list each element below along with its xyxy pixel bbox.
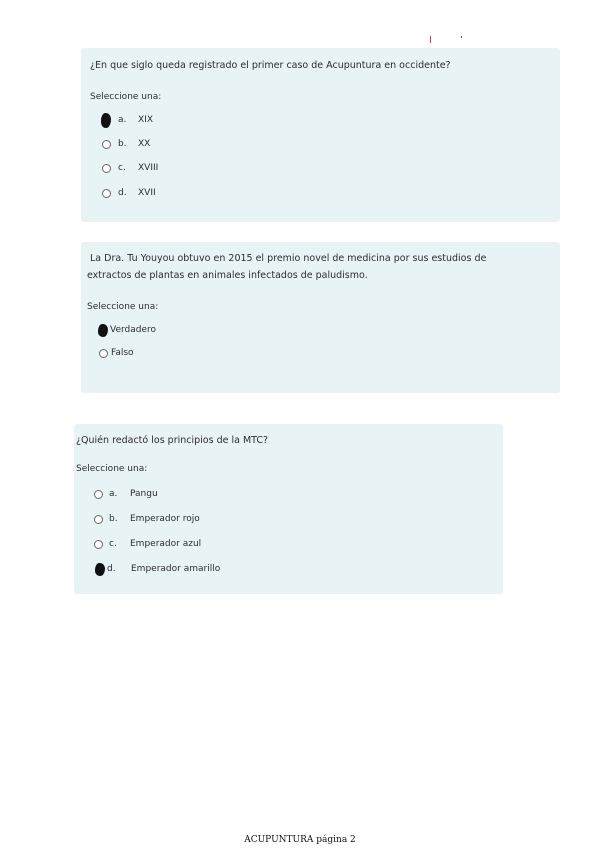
select-one-label: Seleccione una: [87,302,159,312]
option-letter: a. [109,489,118,499]
question-text: ¿En que siglo queda registrado el primer caso de Acupuntura en occidente? [90,60,451,71]
answer-option-c[interactable] [94,537,201,551]
option-letter: b. [118,139,127,149]
option-letter: c. [109,539,117,549]
radio-button-icon[interactable] [102,140,111,149]
radio-selected-icon[interactable] [98,324,108,337]
answer-option-d[interactable] [95,562,220,576]
question-text-line-1: La Dra. Tu Youyou obtuvo en 2015 el premio novel de medicina por sus estudios de [90,253,487,264]
answer-option-a[interactable] [94,487,158,501]
option-text: Pangu [130,489,158,499]
answer-option-a[interactable] [101,113,153,127]
question-card-3 [74,424,503,594]
question-card-2 [81,242,560,393]
radio-button-icon[interactable] [94,515,103,524]
answer-option-c[interactable] [102,161,158,175]
answer-option-false[interactable] [99,346,134,360]
answer-option-d[interactable] [102,186,156,200]
radio-button-icon[interactable] [94,490,103,499]
question-text: ¿Quién redactó los principios de la MTC? [76,435,269,446]
option-text: XIX [138,115,153,125]
radio-button-icon[interactable] [102,164,111,173]
answer-option-b[interactable] [94,512,200,526]
option-text: Emperador rojo [130,514,200,524]
radio-selected-icon[interactable] [101,113,111,128]
red-tick-mark [430,36,431,43]
answer-option-true[interactable] [98,323,156,337]
answer-option-b[interactable] [102,137,150,151]
question-text-line-2: extractos de plantas en animales infectados de paludismo. [87,270,368,281]
question-card-1 [81,48,560,222]
option-text: Emperador amarillo [131,564,221,574]
option-text: XX [138,139,151,149]
option-text: Falso [111,348,134,358]
option-text: XVIII [138,163,159,173]
dot-mark [461,36,462,38]
option-letter: a. [118,115,127,125]
option-text: Emperador azul [130,539,202,549]
option-text: XVII [138,188,156,198]
option-letter: b. [109,514,118,524]
radio-button-icon[interactable] [102,189,111,198]
radio-button-icon[interactable] [94,540,103,549]
option-letter: d. [118,188,127,198]
page-footer: ACUPUNTURA página 2 [244,835,356,845]
option-letter: c. [118,163,126,173]
option-text: Verdadero [110,325,157,335]
radio-button-icon[interactable] [99,349,108,358]
select-one-label: Seleccione una: [76,464,148,474]
radio-selected-icon[interactable] [95,563,105,576]
select-one-label: Seleccione una: [90,92,162,102]
option-letter: d. [107,564,116,574]
